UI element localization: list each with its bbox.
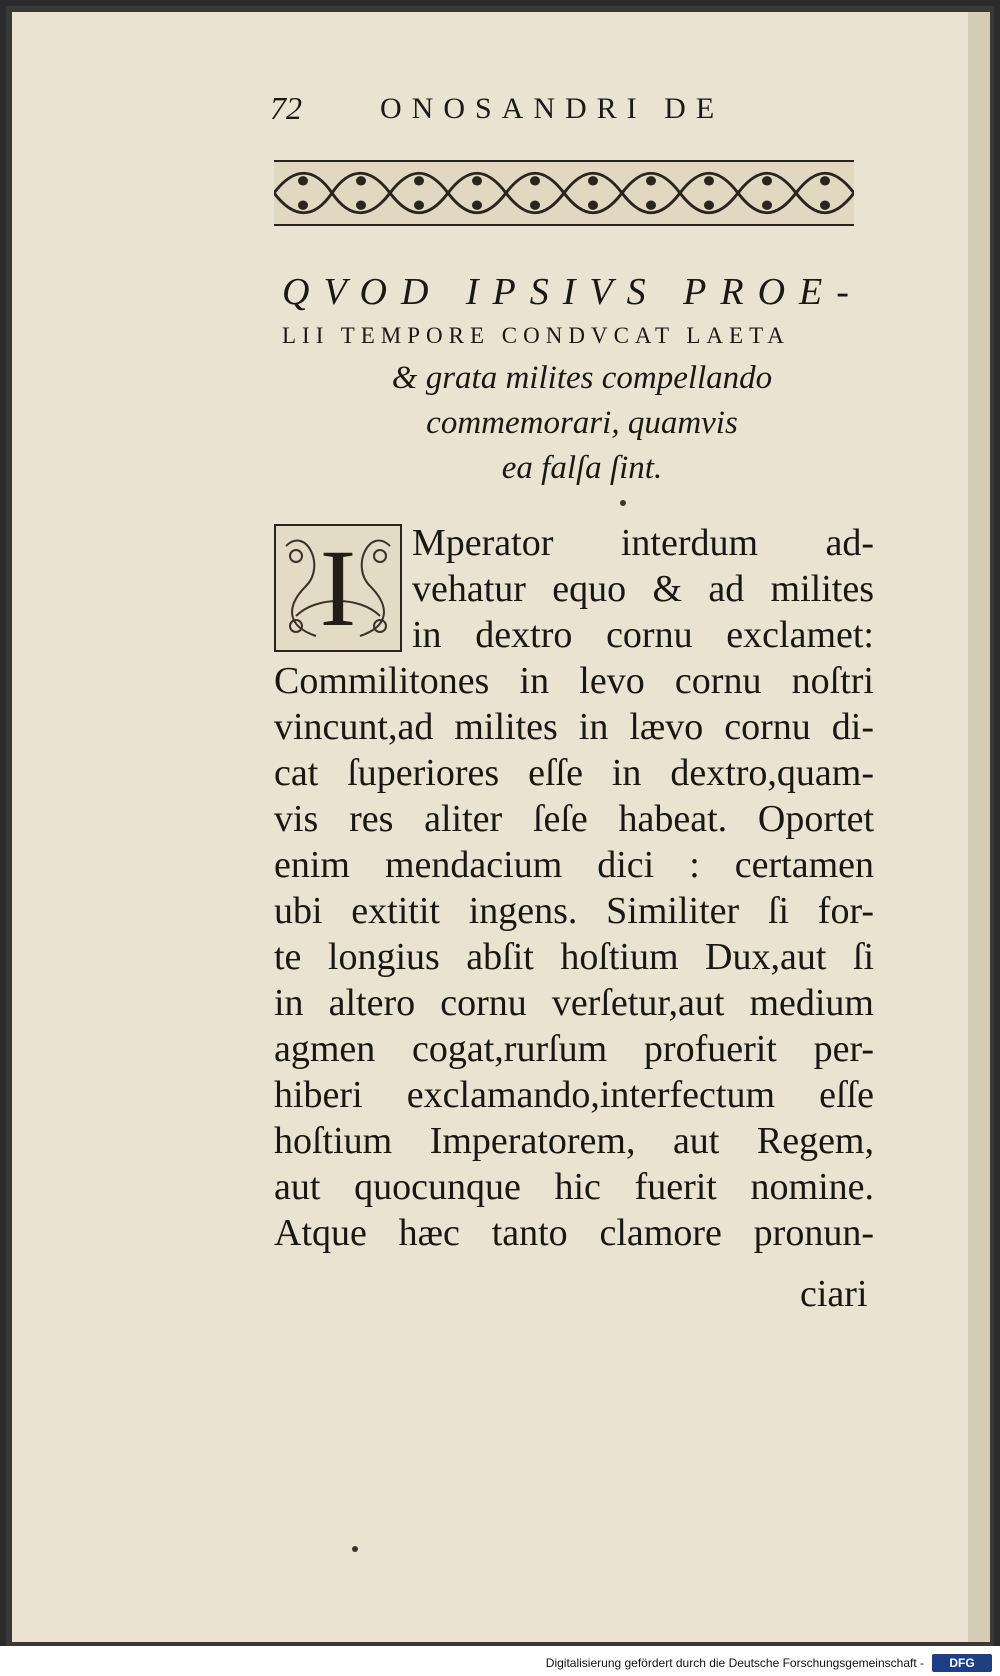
body-line-10: te longius abſit hoſtium Dux,aut ſi xyxy=(274,936,874,978)
body-line-14: hoſtium Imperatorem, aut Regem, xyxy=(274,1120,874,1162)
body-text xyxy=(274,520,874,1256)
body-line-1 xyxy=(412,520,874,566)
drop-cap-letter: I xyxy=(319,527,357,649)
chapter-heading xyxy=(282,268,882,491)
body-line-4: Commilitones in levo cornu noſtri xyxy=(274,660,874,702)
footer-strip xyxy=(0,1646,1000,1676)
body-line-3: in dextro cornu exclamet: xyxy=(412,614,874,656)
decorated-initial xyxy=(274,524,402,652)
body-line-5: vincunt,ad milites in lævo cornu di- xyxy=(274,706,874,748)
ornamental-band xyxy=(274,160,854,226)
digitization-credit: Digitalisierung gefördert durch die Deutsche Forschungsgemeinschaft - xyxy=(545,1656,924,1670)
body-line-8: enim mendacium dici : certamen xyxy=(274,844,874,886)
ink-speck xyxy=(620,500,626,506)
book-page xyxy=(12,12,990,1642)
body-line-6: cat ſuperiores eſſe in dextro,quam- xyxy=(274,752,874,794)
running-head xyxy=(270,90,830,130)
body-line-2: vehatur equo & ad milites xyxy=(412,568,874,610)
body-line-1-text: Mperator interdum ad- xyxy=(412,522,874,564)
heading-line-5: ea falſa ſint. xyxy=(501,450,663,486)
page-number: 72 xyxy=(270,90,302,126)
dfg-logo: DFG xyxy=(932,1654,992,1672)
heading-line-2: LII TEMPORE CONDVCAT LAETA xyxy=(282,323,790,348)
page-gutter xyxy=(968,12,990,1642)
ink-speck xyxy=(352,1546,358,1552)
ornament-pattern-icon xyxy=(274,162,854,224)
body-line-11: in altero cornu verſetur,aut medium xyxy=(274,982,874,1024)
body-line-9: ubi extitit ingens. Similiter ſi for- xyxy=(274,890,874,932)
heading-line-4: commemorari, quamvis xyxy=(426,405,738,441)
body-line-7: vis res aliter ſeſe habeat. Oportet xyxy=(274,798,874,840)
body-line-16: Atque hæc tanto clamore pronun- xyxy=(274,1212,874,1254)
body-line-12: agmen cogat,rurſum profuerit per- xyxy=(274,1028,874,1070)
body-line-15: aut quocunque hic fuerit nomine. xyxy=(274,1166,874,1208)
heading-line-3: & grata milites compellando xyxy=(391,360,773,396)
catchword: ciari xyxy=(800,1273,868,1315)
heading-line-1: QVOD IPSIVS PROE- xyxy=(282,271,863,313)
running-title: ONOSANDRI DE xyxy=(380,92,725,125)
body-line-13: hiberi exclamando,interfectum eſſe xyxy=(274,1074,874,1116)
